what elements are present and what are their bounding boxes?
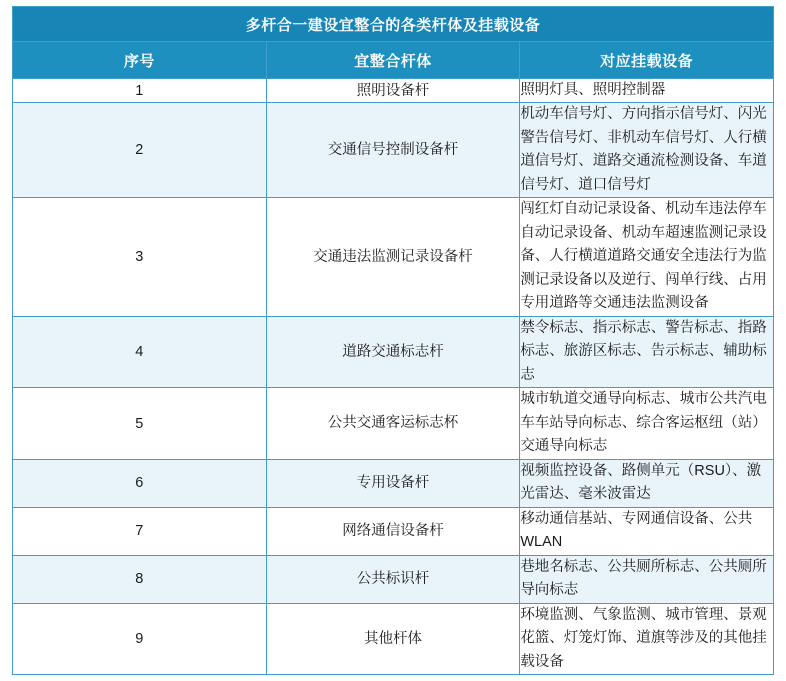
- row-index: 6: [13, 459, 267, 507]
- row-index: 9: [13, 603, 267, 674]
- table-title-row: [13, 7, 774, 42]
- table-row: [13, 103, 774, 198]
- row-devices: 闯红灯自动记录设备、机动车违法停车自动记录设备、机动车超速监测记录设备、人行横道道路交通安全违法行为监测记录设备以及逆行、闯单行线、占用专用道路等交通违法监测设备: [520, 198, 774, 316]
- table-row: [13, 555, 774, 603]
- table-row: [13, 507, 774, 555]
- row-index: 5: [13, 388, 267, 459]
- row-pole: 公共标识杆: [266, 555, 520, 603]
- row-index: 7: [13, 507, 267, 555]
- row-pole: 专用设备杆: [266, 459, 520, 507]
- row-pole: 交通信号控制设备杆: [266, 103, 520, 198]
- row-devices: 环境监测、气象监测、城市管理、景观花篮、灯笼灯饰、道旗等涉及的其他挂载设备: [520, 603, 774, 674]
- column-header-devices: 对应挂载设备: [520, 42, 774, 79]
- table-title: 多杆合一建设宜整合的各类杆体及挂载设备: [13, 7, 774, 42]
- row-pole: 交通违法监测记录设备杆: [266, 198, 520, 316]
- row-devices: 禁令标志、指示标志、警告标志、指路标志、旅游区标志、告示标志、辅助标志: [520, 316, 774, 387]
- row-index: 4: [13, 316, 267, 387]
- row-pole: 道路交通标志杆: [266, 316, 520, 387]
- row-devices: 移动通信基站、专网通信设备、公共 WLAN: [520, 507, 774, 555]
- pole-integration-table: [12, 6, 774, 675]
- table-header-row: [13, 42, 774, 79]
- row-index: 8: [13, 555, 267, 603]
- row-devices: 机动车信号灯、方向指示信号灯、闪光警告信号灯、非机动车信号灯、人行横道信号灯、道路交通流检测设备、车道信号灯、道口信号灯: [520, 103, 774, 198]
- row-index: 3: [13, 198, 267, 316]
- row-pole: 照明设备杆: [266, 79, 520, 103]
- table-row: [13, 459, 774, 507]
- column-header-pole: 宜整合杆体: [266, 42, 520, 79]
- row-devices: 视频监控设备、路侧单元（RSU）、激光雷达、毫米波雷达: [520, 459, 774, 507]
- table-row: [13, 316, 774, 387]
- row-index: 2: [13, 103, 267, 198]
- row-index: 1: [13, 79, 267, 103]
- row-pole: 公共交通客运标志杯: [266, 388, 520, 459]
- row-pole: 其他杆体: [266, 603, 520, 674]
- row-devices: 巷地名标志、公共厕所标志、公共厕所导向标志: [520, 555, 774, 603]
- table-row: [13, 603, 774, 674]
- table-row: [13, 388, 774, 459]
- table-row: [13, 198, 774, 316]
- column-header-index: 序号: [13, 42, 267, 79]
- table-row: [13, 79, 774, 103]
- row-pole: 网络通信设备杆: [266, 507, 520, 555]
- row-devices: 照明灯具、照明控制器: [520, 79, 774, 103]
- row-devices: 城市轨道交通导向标志、城市公共汽电车车站导向标志、综合客运枢纽（站）交通导向标志: [520, 388, 774, 459]
